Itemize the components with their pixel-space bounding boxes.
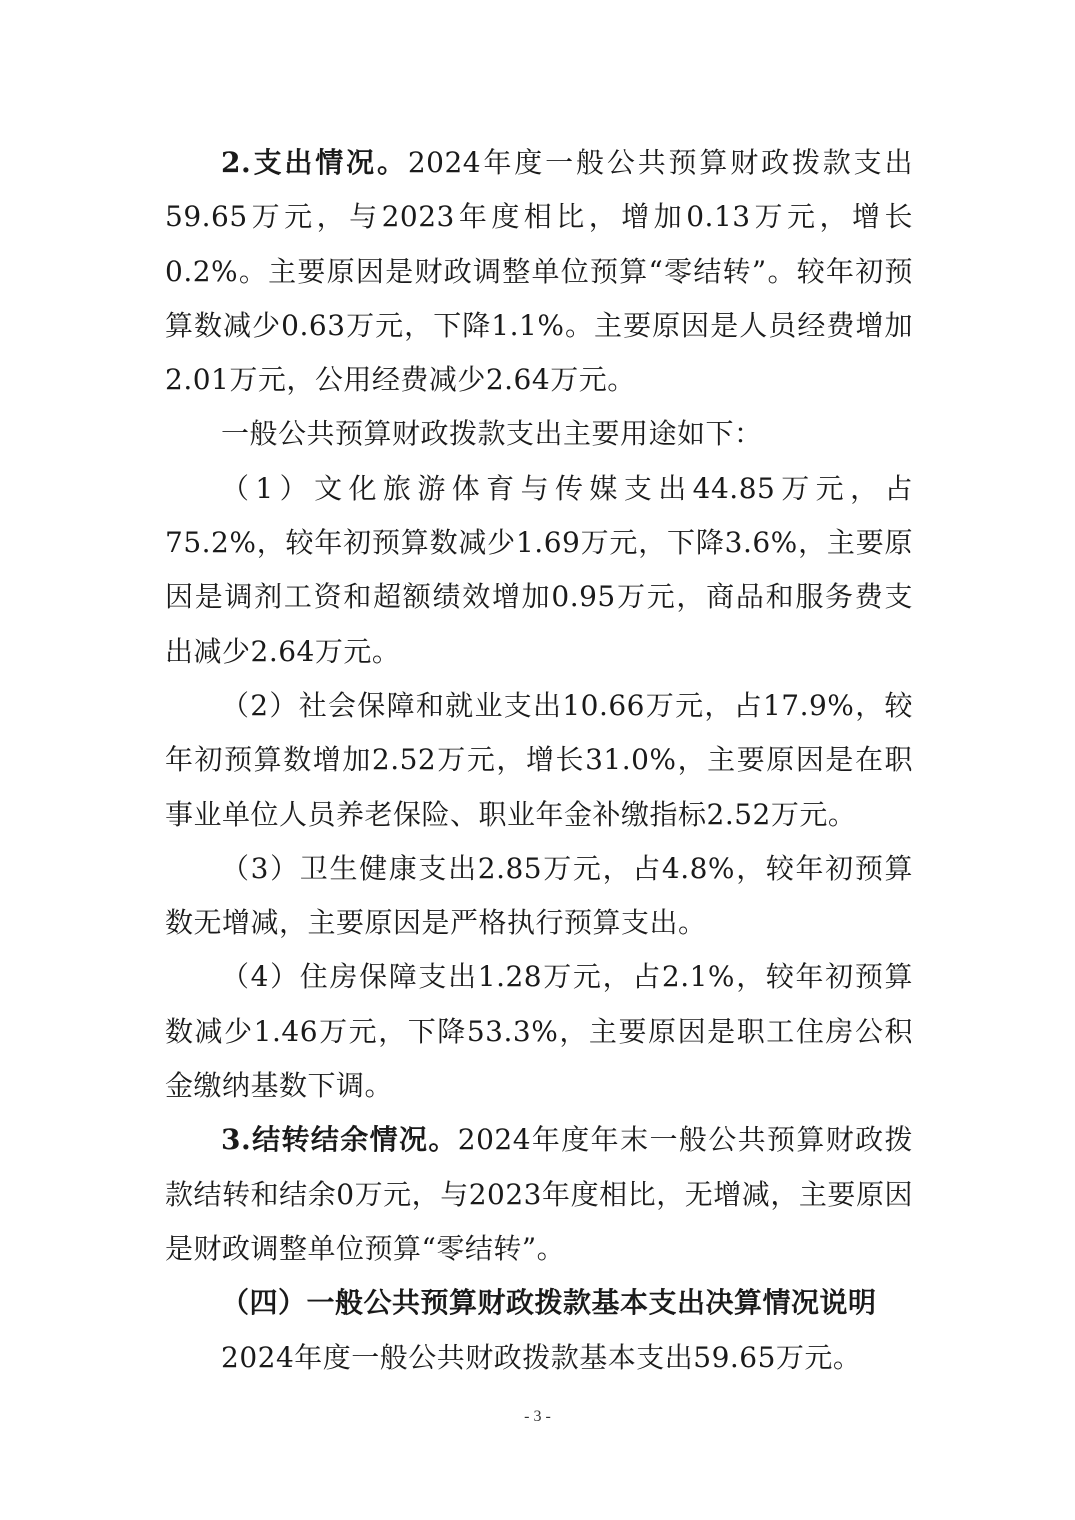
paragraph-item-3 xyxy=(165,842,913,951)
paragraph-text: 2024年度年末一般公共预算财政拨款结转和结余0万元，与2023年度相比，无增减，主要原因是财政调整单位预算“零结转”。 xyxy=(165,1123,913,1265)
page-number: - 3 - xyxy=(524,1408,551,1425)
paragraph-lead: 3.结转结余情况。 xyxy=(221,1123,458,1157)
paragraph-text: （3）卫生健康支出2.85万元，占4.8%，较年初预算数无增减，主要原因是严格执行预算支出。 xyxy=(165,851,913,940)
paragraph-carryover xyxy=(165,1113,913,1276)
paragraph-item-2 xyxy=(165,679,913,842)
paragraph-text: 2024年度一般公共预算财政拨款支出59.65万元，与2023年度相比，增加0.13万元，增长0.2%。主要原因是财政调整单位预算“零结转”。较年初预算数减少0.63万元，下降1.1%。主要原因是人员经费增加2.01万元，公用经费减少2.64万元。 xyxy=(165,146,914,397)
paragraph-basic-expenditure: 2024年度一般公共财政拨款基本支出59.65万元。 xyxy=(221,1340,862,1374)
paragraph-text: （2）社会保障和就业支出10.66万元，占17.9%，较年初预算数增加2.52万元，增长31.0%，主要原因是在职事业单位人员养老保险、职业年金补缴指标2.52万元。 xyxy=(165,688,913,831)
paragraph-item-1 xyxy=(165,462,913,679)
document-body xyxy=(165,136,913,1385)
paragraph-expenditure xyxy=(165,136,913,407)
paragraph-item-4 xyxy=(165,950,913,1113)
paragraph-text: （1）文化旅游体育与传媒支出44.85万元，占75.2%，较年初预算数减少1.69万元，下降3.6%，主要原因是调剂工资和超额绩效增加0.95万元，商品和服务费支出减少2.64万元。 xyxy=(165,471,913,668)
section-heading: （四）一般公共预算财政拨款基本支出决算情况说明 xyxy=(221,1286,877,1320)
paragraph-uses-intro xyxy=(165,407,913,461)
paragraph-lead: 2.支出情况。 xyxy=(221,146,408,179)
paragraph-text: 一般公共预算财政拨款支出主要用途如下： xyxy=(221,417,763,451)
paragraph-text: （4）住房保障支出1.28万元，占2.1%，较年初预算数减少1.46万元，下降53.3%，主要原因是职工住房公积金缴纳基数下调。 xyxy=(165,960,913,1103)
